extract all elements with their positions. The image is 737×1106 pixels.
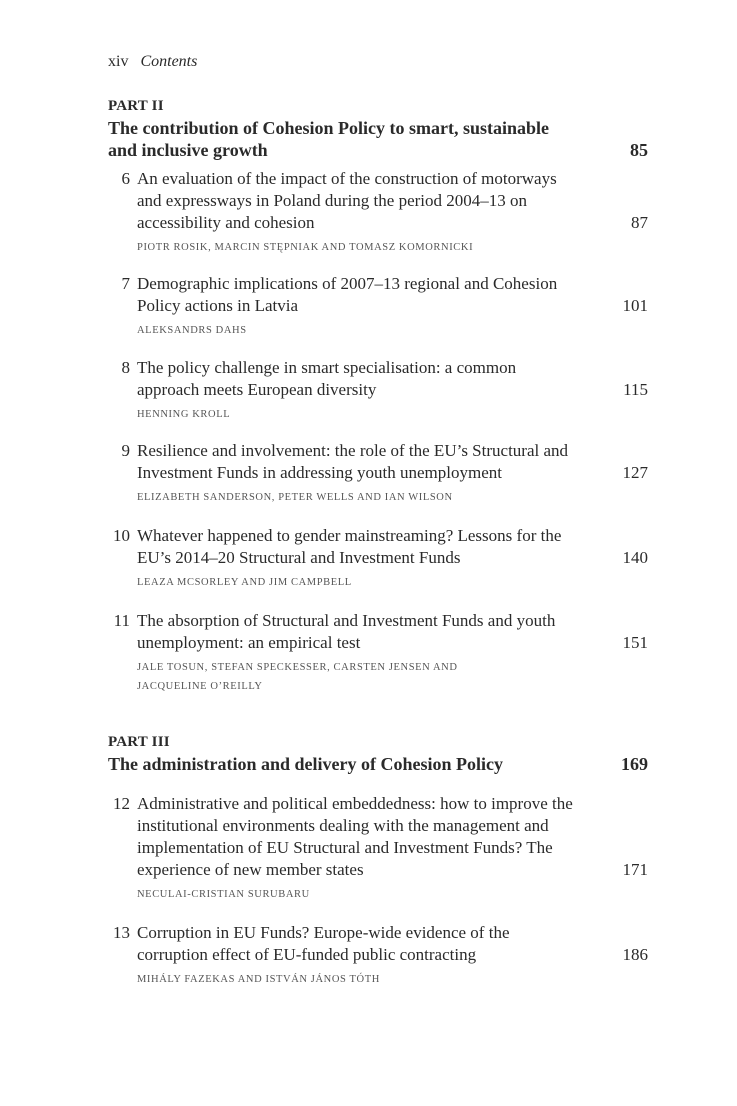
part-label: PART II: [108, 98, 164, 114]
chapter-title: The policy challenge in smart specialisation: a common approach meets European diversity: [137, 358, 517, 399]
chapter-page-number: 171: [622, 860, 648, 879]
chapter-number: 6: [121, 169, 130, 188]
running-head-page-number: xiv: [108, 53, 129, 70]
chapter-authors: JALE TOSUN, STEFAN SPECKESSER, CARSTEN JENSEN AND JACQUELINE O’REILLY: [137, 662, 458, 692]
chapter-number: 7: [121, 274, 130, 293]
running-head: [108, 53, 197, 71]
chapter-title: Demographic implications of 2007–13 regional and Cohesion Policy actions in Latvia: [137, 274, 558, 315]
chapter-authors: ALEKSANDRS DAHS: [137, 325, 247, 336]
chapter-number: 9: [121, 441, 130, 460]
chapter-authors: HENNING KROLL: [137, 409, 231, 420]
part-title: The administration and delivery of Cohesion Policy: [108, 754, 504, 774]
chapter-page-number: 140: [622, 548, 648, 567]
chapter-number: 10: [113, 526, 130, 545]
chapter-number: 12: [113, 794, 130, 813]
chapter-page-number: 127: [622, 463, 648, 482]
chapter-page-number: 186: [622, 945, 648, 964]
chapter-number: 11: [113, 611, 130, 630]
chapter-title: The absorption of Structural and Investment Funds and youth unemployment: an empirical test: [137, 611, 556, 652]
part-heading: [108, 98, 648, 161]
chapter-title: Resilience and involvement: the role of the EU’s Structural and Investment Funds in addressing youth unemployment: [137, 441, 569, 482]
chapter-page-number: 115: [623, 380, 648, 399]
chapter-title: An evaluation of the impact of the construction of motorways and expressways in Poland during the period 2004–13 on accessibility and cohesion: [137, 169, 557, 232]
part-page-number: 85: [630, 140, 648, 160]
chapter-page-number: 87: [631, 213, 648, 232]
running-head-title: Contents: [140, 53, 198, 70]
chapter-authors: ELIZABETH SANDERSON, PETER WELLS AND IAN WILSON: [137, 492, 453, 503]
chapter-authors: LEAZA MCSORLEY AND JIM CAMPBELL: [137, 577, 352, 588]
chapter-page-number: 101: [622, 296, 648, 315]
chapter-authors: NECULAI-CRISTIAN SURUBARU: [137, 889, 310, 900]
chapter-title: Corruption in EU Funds? Europe-wide evidence of the corruption effect of EU-funded public contracting: [137, 923, 510, 964]
part-title: The contribution of Cohesion Policy to smart, sustainable and inclusive growth: [108, 118, 550, 160]
chapter-authors: PIOTR ROSIK, MARCIN STĘPNIAK AND TOMASZ KOMORNICKI: [137, 242, 474, 253]
chapter-number: 13: [113, 923, 130, 942]
part-heading: [108, 734, 648, 775]
chapter-title: Whatever happened to gender mainstreaming? Lessons for the EU’s 2014–20 Structural and Investment Funds: [137, 526, 562, 567]
part-page-number: 169: [621, 754, 648, 774]
part-label: PART III: [108, 734, 170, 750]
chapter-title: Administrative and political embeddedness: how to improve the institutional environments dealing with the management and implementation of EU Structural and Investment Funds? The experience of new member states: [137, 794, 573, 879]
chapter-authors: MIHÁLY FAZEKAS AND ISTVÁN JÁNOS TÓTH: [137, 974, 380, 985]
chapter-page-number: 151: [622, 633, 648, 652]
chapter-number: 8: [121, 358, 130, 377]
